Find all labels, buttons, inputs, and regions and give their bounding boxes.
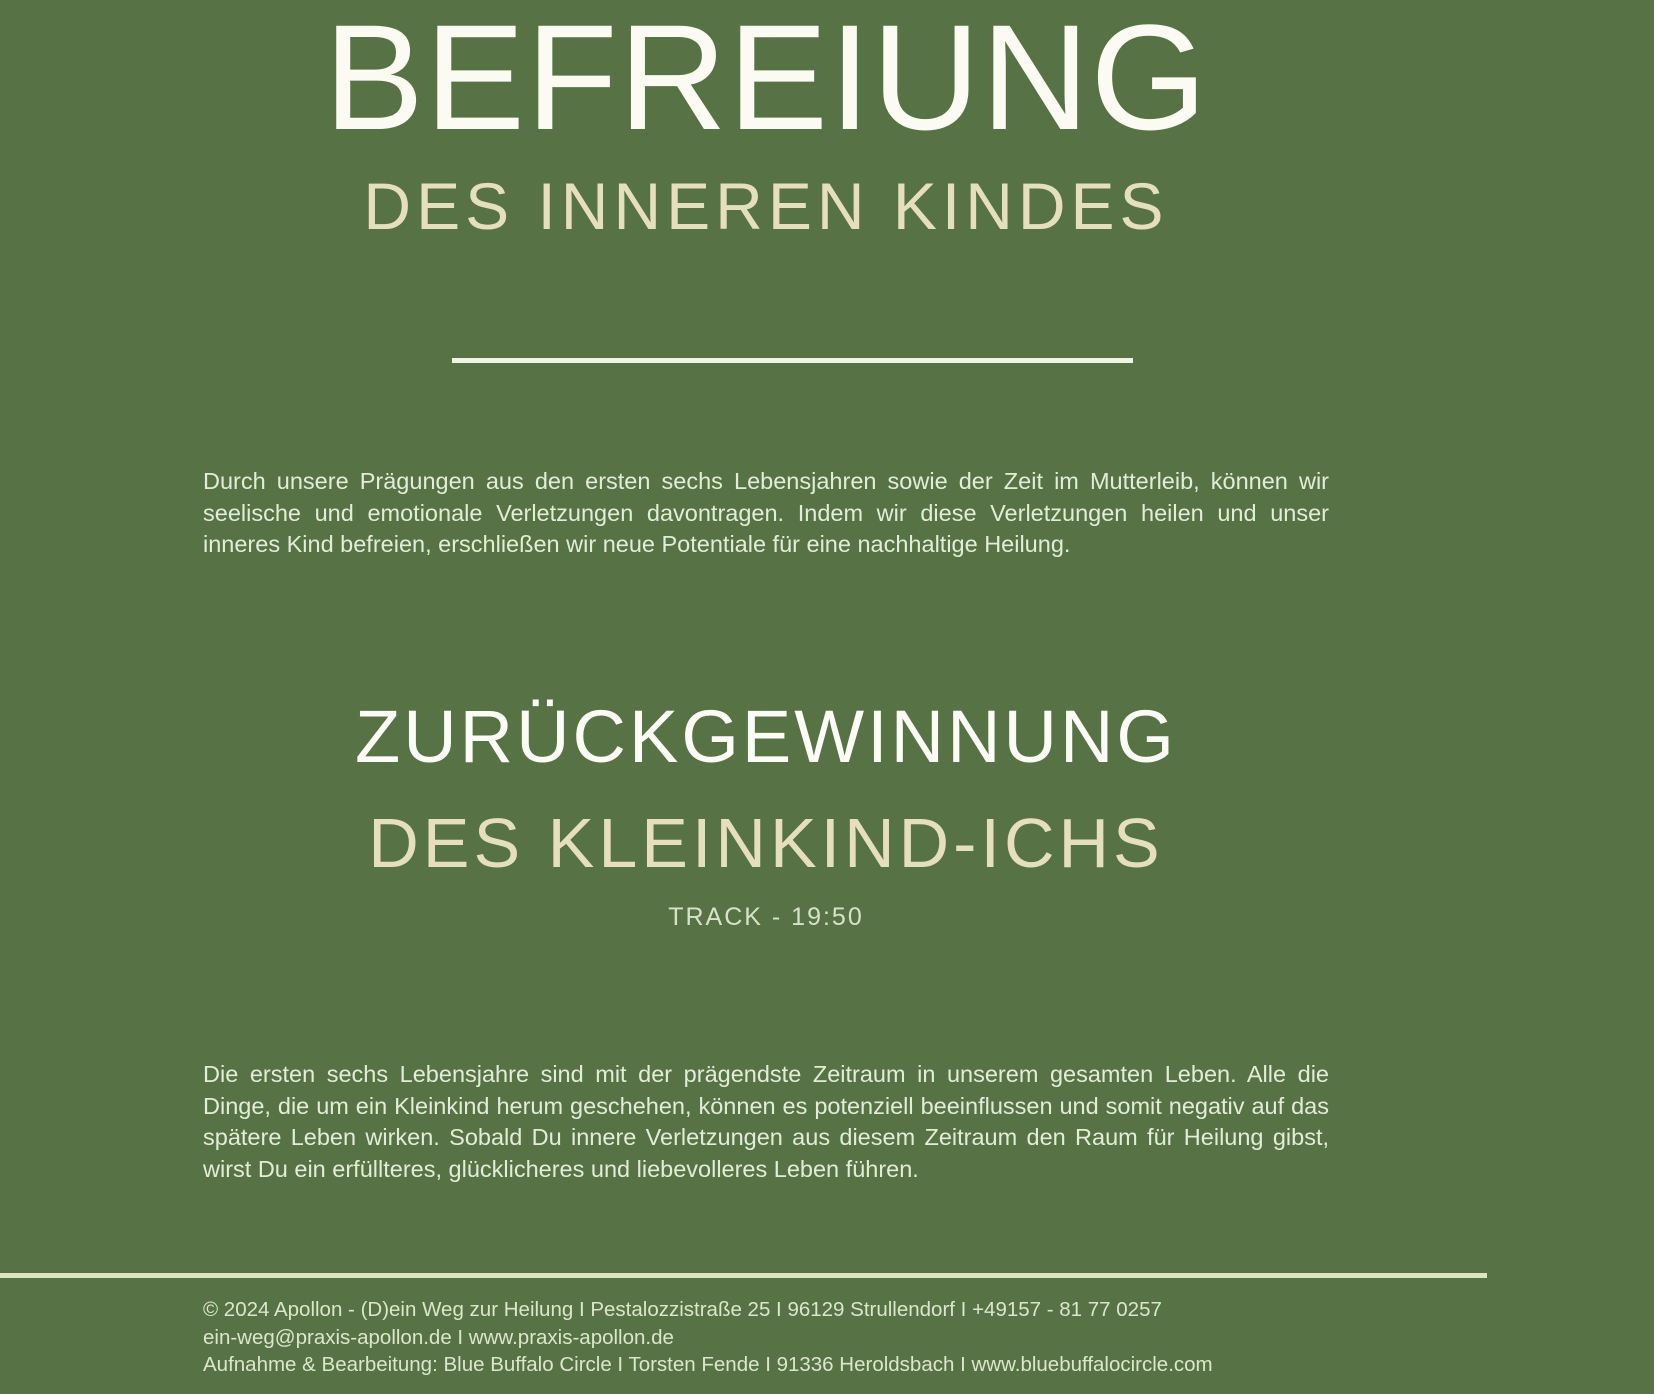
section-subtitle: DES KLEINKIND-ICHS [368, 804, 1164, 882]
track-duration: TRACK - 19:50 [668, 903, 864, 931]
footer-production-line: Aufnahme & Bearbeitung: Blue Buffalo Circle I Torsten Fende I 91336 Heroldsbach I www.bluebuffalocircle.com [203, 1353, 1213, 1376]
footer [203, 1296, 1329, 1379]
intro-paragraph: Durch unsere Prägungen aus den ersten sechs Lebensjahren sowie der Zeit im Mutterleib, können wir seelische und emotionale Verletzungen davontragen. Indem wir diese Verletzungen heilen und unser inneres Kind befreien, erschließen wir neue Potentiale für eine nachhaltige Heilung. [203, 468, 1329, 557]
footer-copyright-line: © 2024 Apollon - (D)ein Weg zur Heilung I Pestalozzistraße 25 I 96129 Strullendorf I +49157 - 81 77 0257 [203, 1298, 1162, 1321]
footer-divider [0, 1273, 1487, 1278]
footer-contact-line: ein-weg@praxis-apollon.de I www.praxis-apollon.de [203, 1325, 674, 1349]
title-divider [452, 358, 1133, 363]
section-title: ZURÜCKGEWINNUNG [355, 695, 1177, 778]
section-paragraph: Die ersten sechs Lebensjahre sind mit der prägendste Zeitraum in unserem gesamten Leben. Alle die Dinge, die um ein Kleinkind herum geschehen, können es potenziell beeinflussen und somit negativ auf das spätere Leben wirken. Sobald Du innere Verletzungen aus diesem Zeitraum den Raum für Heilung gibst, wirst Du ein erfüllteres, glücklicheres und liebevolleres Leben führen. [203, 1061, 1329, 1182]
main-title: BEFREIUNG [323, 0, 1209, 161]
main-subtitle: DES INNEREN KINDES [363, 169, 1169, 243]
